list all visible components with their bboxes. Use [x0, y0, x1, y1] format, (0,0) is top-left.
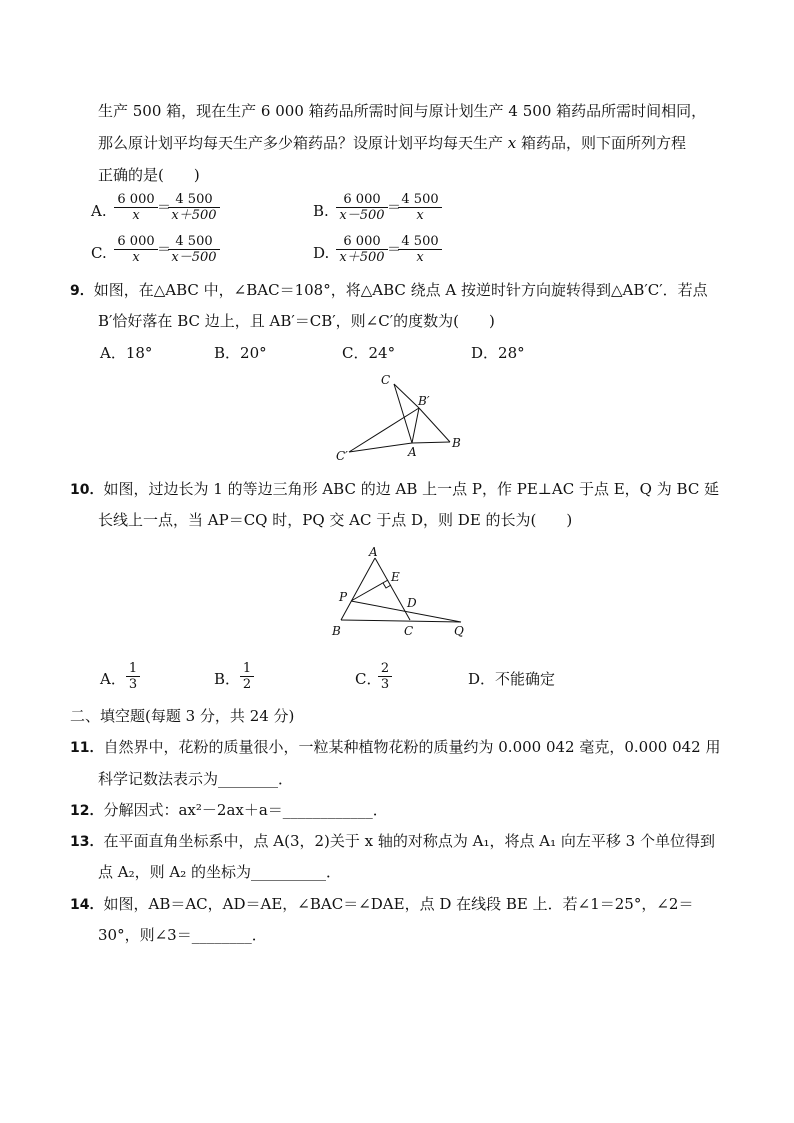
q9-option-b: B．20° [214, 344, 267, 362]
q10-label-e: E [391, 570, 400, 584]
q9-text-1: 9．如图，在△ABC 中，∠BAC＝108°，将△ABC 绕点 A 按逆时针方向旋转得到△AB′C′．若点 [70, 281, 708, 299]
q9-option-c: C．24° [342, 344, 396, 362]
q9-label-c-prime: C′ [336, 449, 348, 463]
q10-label-a: A [369, 545, 378, 559]
q9-option-a: A．18° [100, 344, 153, 362]
q9-label-b: B [452, 436, 461, 450]
q10-label-p: P [339, 590, 348, 604]
section-2-heading: 二、填空题(每题 3 分，共 24 分) [70, 707, 295, 725]
q8-line-3: 正确的是( ) [98, 166, 200, 184]
q8-line-1: 生产 500 箱，现在生产 6 000 箱药品所需时间与原计划生产 4 500 箱药品所需时间相同， [98, 102, 707, 120]
q10-label-c: C [404, 624, 414, 638]
q11-text-2: 科学记数法表示为________． [98, 770, 294, 788]
q12-text: 12．分解因式：ax²－2ax＋a＝____________． [70, 801, 388, 819]
q10-label-q: Q [454, 624, 464, 638]
q10-label-d: D [407, 596, 417, 610]
q9-label-c: C [381, 373, 391, 387]
q9-label-b-prime: B′ [418, 394, 430, 408]
q13-text-2: 点 A₂，则 A₂ 的坐标为__________． [98, 863, 341, 881]
q10-option-d: D．不能确定 [468, 670, 556, 688]
q11-text-1: 11．自然界中，花粉的质量很小，一粒某种植物花粉的质量约为 0.000 042 毫克，0.000 042 用 [70, 738, 721, 756]
q9-figure [320, 368, 480, 468]
q10-text-2: 长线上一点，当 AP＝CQ 时，PQ 交 AC 于点 D，则 DE 的长为( ) [98, 511, 573, 529]
q8-line-2: 那么原计划平均每天生产多少箱药品？设原计划平均每天生产 x 箱药品，则下面所列方程 [98, 134, 687, 152]
q14-text-2: 30°，则∠3＝________． [98, 926, 267, 944]
q9-label-a: A [408, 445, 417, 459]
q10-figure [325, 540, 475, 640]
q10-text-1: 10．如图，过边长为 1 的等边三角形 ABC 的边 AB 上一点 P，作 PE⊥AC 于点 E，Q 为 BC 延 [70, 480, 720, 498]
q13-text-1: 13．在平面直角坐标系中，点 A(3，2)关于 x 轴的对称点为 A₁，将点 A₁ 向左平移 3 个单位得到 [70, 832, 715, 850]
q10-label-b: B [332, 624, 341, 638]
q9-option-d: D．28° [471, 344, 525, 362]
q14-text-1: 14．如图，AB＝AC，AD＝AE，∠BAC＝∠DAE，点 D 在线段 BE 上．若∠1＝25°，∠2＝ [70, 895, 694, 913]
q9-text-2: B′恰好落在 BC 边上，且 AB′＝CB′，则∠C′的度数为( ) [98, 312, 495, 330]
